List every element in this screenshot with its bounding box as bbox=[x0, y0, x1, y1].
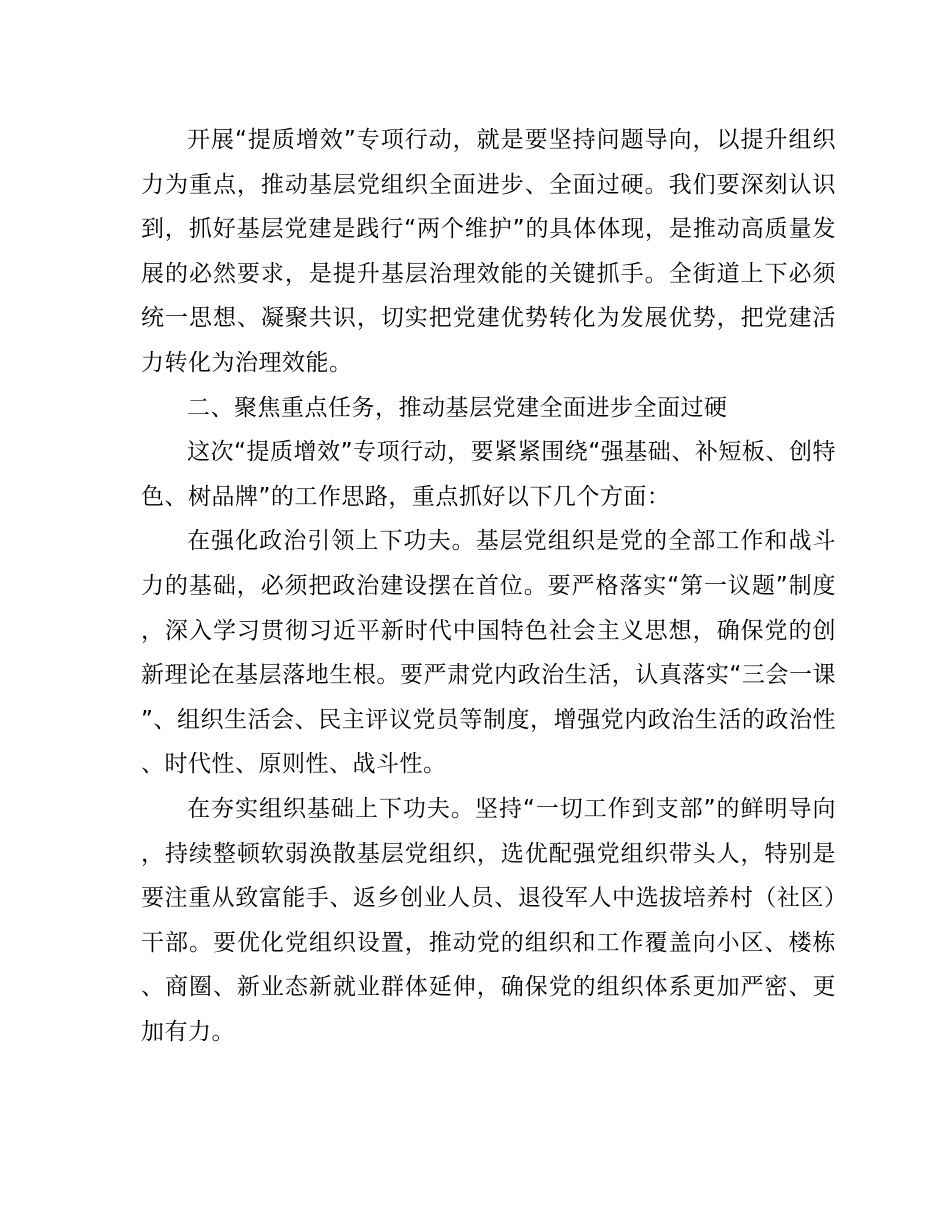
section-heading: 二、聚焦重点任务，推动基层党建全面进步全面过硬 bbox=[187, 394, 728, 421]
document-body bbox=[141, 118, 836, 1054]
paragraph-organization-foundation: 在夯实组织基础上下功夫。坚持“一切工作到支部”的鲜明导向，持续整顿软弱涣散基层党组织，选优配强党组织带头人，特别是要注重从致富能手、返乡创业人员、退役军人中选拔培养村（社区）干部。要优化党组织设置，推动党的组织和工作覆盖向小区、楼栋、商圈、新业态新就业群体延伸，确保党的组织体系更加严密、更加有力。 bbox=[141, 795, 836, 1045]
paragraph-intro: 开展“提质增效”专项行动，就是要坚持问题导向，以提升组织力为重点，推动基层党组织全面进步、全面过硬。我们要深刻认识到，抓好基层党建是践行“两个维护”的具体体现，是推动高质量发展的必然要求，是提升基层治理效能的关键抓手。全街道上下必须统一思想、凝聚共识，切实把党建优势转化为发展优势，把党建活力转化为治理效能。 bbox=[141, 127, 836, 376]
paragraph-overview: 这次“提质增效”专项行动，要紧紧围绕“强基础、补短板、创特色、树品牌”的工作思路，重点抓好以下几个方面： bbox=[141, 439, 836, 510]
paragraph-political-leadership: 在强化政治引领上下功夫。基层党组织是党的全部工作和战斗力的基础，必须把政治建设摆在首位。要严格落实“第一议题”制度，深入学习贯彻习近平新时代中国特色社会主义思想，确保党的创新理论在基层落地生根。要严肃党内政治生活，认真落实“三会一课”、组织生活会、民主评议党员等制度，增强党内政治生活的政治性、时代性、原则性、战斗性。 bbox=[141, 528, 836, 778]
